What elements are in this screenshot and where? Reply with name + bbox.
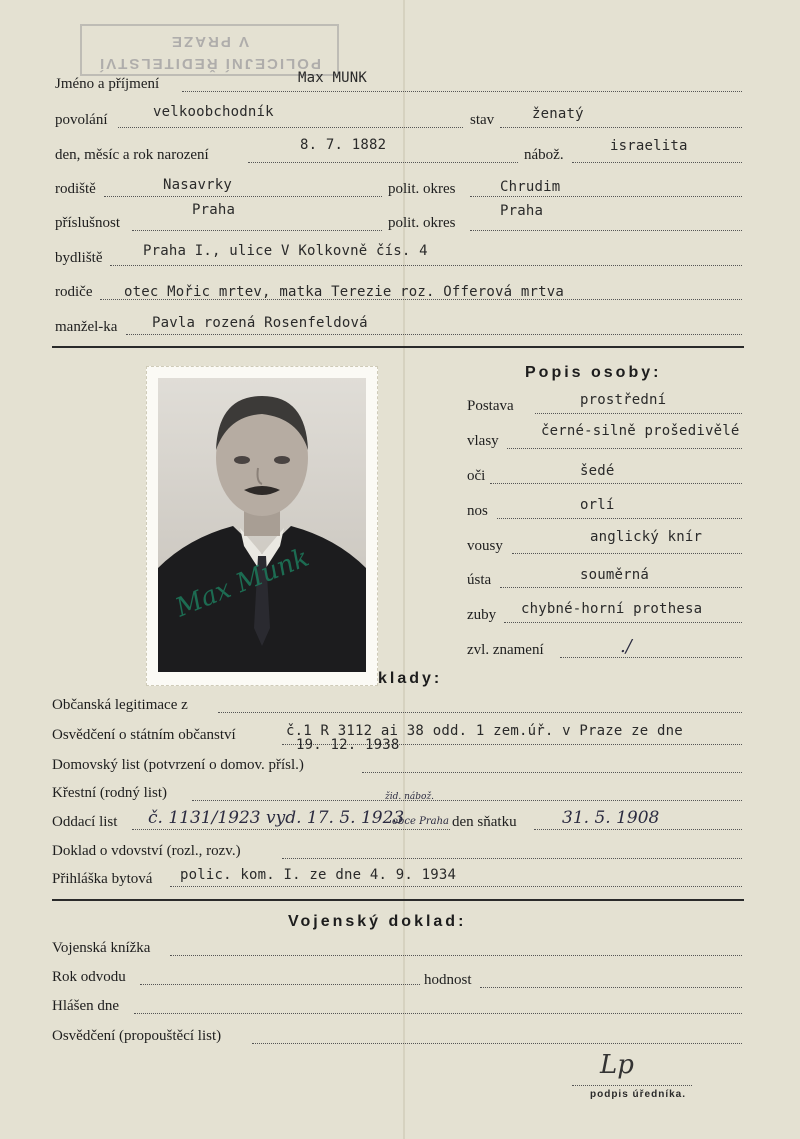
- parents-value: otec Mořic mrtev, matka Terezie roz. Offerová mrtva: [124, 284, 565, 300]
- district2-label: polit. okres: [388, 215, 456, 231]
- section-rule: [52, 346, 744, 348]
- baptism-label: Křestní (rodný list): [52, 785, 167, 801]
- district1-value: Chrudim: [500, 179, 561, 195]
- portrait-image: [158, 378, 366, 672]
- discharge-cert-label: Osvědčení (propouštěcí list): [52, 1028, 222, 1044]
- citizenship-value-line2: 19. 12. 1938: [296, 737, 400, 753]
- dotted-line: [140, 984, 420, 985]
- marks-value: ./: [620, 636, 632, 657]
- dotted-line: [535, 413, 742, 414]
- dotted-line: [252, 1043, 742, 1044]
- citizenship-label: Osvědčení o státním občanství: [52, 727, 236, 743]
- dotted-line: [248, 162, 518, 163]
- military-heading: Vojenský doklad:: [288, 913, 467, 930]
- dotted-line: [512, 553, 742, 554]
- name-label: Jméno a příjmení: [55, 76, 160, 92]
- dotted-line: [126, 334, 742, 335]
- widow-label: Doklad o vdovství (rozl., rozv.): [52, 843, 241, 859]
- mouth-value: souměrná: [580, 567, 650, 583]
- occupation-label: povolání: [55, 112, 108, 128]
- dotted-line: [110, 265, 742, 266]
- residence-value: Praha I., ulice V Kolkovně čís. 4: [143, 243, 428, 259]
- dotted-line: [470, 196, 742, 197]
- dotted-line: [104, 196, 382, 197]
- dotted-line: [534, 829, 742, 830]
- dotted-line: [504, 622, 742, 623]
- spouse-value: Pavla rozená Rosenfeldová: [152, 315, 368, 331]
- hair-label: vlasy: [467, 433, 499, 449]
- marriage-note: obce Praha: [392, 816, 449, 827]
- dob-label: den, měsíc a rok narození: [55, 147, 209, 163]
- eyes-value: šedé: [580, 463, 615, 479]
- marriage-note-top: žid. nábož.: [385, 792, 435, 802]
- mouth-label: ústa: [467, 572, 492, 588]
- documents-heading: klady:: [378, 670, 443, 687]
- district1-label: polit. okres: [388, 181, 456, 197]
- dotted-line: [170, 886, 742, 887]
- status-label: stav: [470, 112, 495, 128]
- birthplace-label: rodiště: [55, 181, 96, 197]
- teeth-value: chybné-horní prothesa: [521, 601, 703, 617]
- marks-label: zvl. znamení: [467, 642, 544, 658]
- marriage-date-label: den sňatku: [452, 814, 517, 830]
- citizenship-value-line1: č.1 R 3112 ai 38 odd. 1 zem.úř. v Praze ze dne: [286, 723, 683, 739]
- marriage-date-value: 31. 5. 1908: [562, 808, 660, 828]
- dotted-line: [560, 657, 742, 658]
- housing-value: polic. kom. I. ze dne 4. 9. 1934: [180, 867, 457, 883]
- military-book-label: Vojenská knížka: [52, 940, 151, 956]
- eyes-label: oči: [467, 468, 486, 484]
- marriage-value: č. 1131/1923 vyd. 17. 5. 1923: [148, 808, 405, 828]
- domicile-label: příslušnost: [55, 215, 121, 231]
- build-label: Postava: [467, 398, 514, 414]
- religion-value: israelita: [610, 138, 688, 154]
- description-heading: Popis osoby:: [525, 364, 662, 381]
- dotted-line: [507, 448, 742, 449]
- dotted-line: [218, 712, 742, 713]
- page-fold: [403, 0, 405, 1139]
- marriage-label: Oddací list: [52, 814, 118, 830]
- police-stamp: POLICEJNÍ ŘEDITELSTVÍ V PRAZE: [80, 24, 339, 76]
- id-card-label: Občanská legitimace z: [52, 697, 188, 713]
- dotted-line: [470, 230, 742, 231]
- name-value: Max MUNK: [298, 70, 368, 86]
- officer-signature: Lp: [600, 1050, 634, 1080]
- nose-label: nos: [467, 503, 488, 519]
- signature-caption: podpis úředníka.: [590, 1089, 687, 1100]
- photo-signature: Max Munk: [171, 542, 314, 624]
- dotted-line: [490, 483, 742, 484]
- dotted-line: [134, 1013, 742, 1014]
- draft-year-label: Rok odvodu: [52, 969, 126, 985]
- dotted-line: [192, 800, 742, 801]
- housing-label: Přihláška bytová: [52, 871, 153, 887]
- dotted-line: [282, 858, 742, 859]
- moustache-value: anglický knír: [590, 529, 703, 545]
- build-value: prostřední: [580, 392, 667, 408]
- teeth-label: zuby: [467, 607, 497, 623]
- moustache-label: vousy: [467, 538, 503, 554]
- dotted-line: [500, 127, 742, 128]
- birthplace-value: Nasavrky: [163, 177, 233, 193]
- religion-label: nábož.: [524, 147, 564, 163]
- residence-label: bydliště: [55, 250, 103, 266]
- section-rule: [52, 899, 744, 901]
- dob-value: 8. 7. 1882: [300, 137, 387, 153]
- nose-value: orlí: [580, 497, 615, 513]
- dotted-line: [182, 91, 742, 92]
- dotted-line: [132, 230, 382, 231]
- portrait-photo: [146, 366, 378, 686]
- status-value: ženatý: [532, 106, 584, 122]
- rank-label: hodnost: [424, 972, 472, 988]
- dotted-line: [132, 829, 450, 830]
- dotted-line: [118, 127, 463, 128]
- dotted-line: [497, 518, 742, 519]
- domicile-value: Praha: [192, 202, 236, 218]
- dotted-line: [480, 987, 742, 988]
- reported-label: Hlášen dne: [52, 998, 120, 1014]
- hair-value: černé-silně prošedivělé: [541, 423, 740, 439]
- spouse-label: manžel-ka: [55, 319, 118, 335]
- parents-label: rodiče: [55, 284, 93, 300]
- dotted-line: [572, 162, 742, 163]
- home-cert-label: Domovský list (potvrzení o domov. přísl.): [52, 757, 304, 773]
- occupation-value: velkoobchodník: [153, 104, 274, 120]
- portrait-illustration: [158, 378, 366, 672]
- dotted-line: [362, 772, 742, 773]
- dotted-line: [170, 955, 742, 956]
- district2-value: Praha: [500, 203, 544, 219]
- signature-line: [572, 1085, 692, 1086]
- dotted-line: [500, 587, 742, 588]
